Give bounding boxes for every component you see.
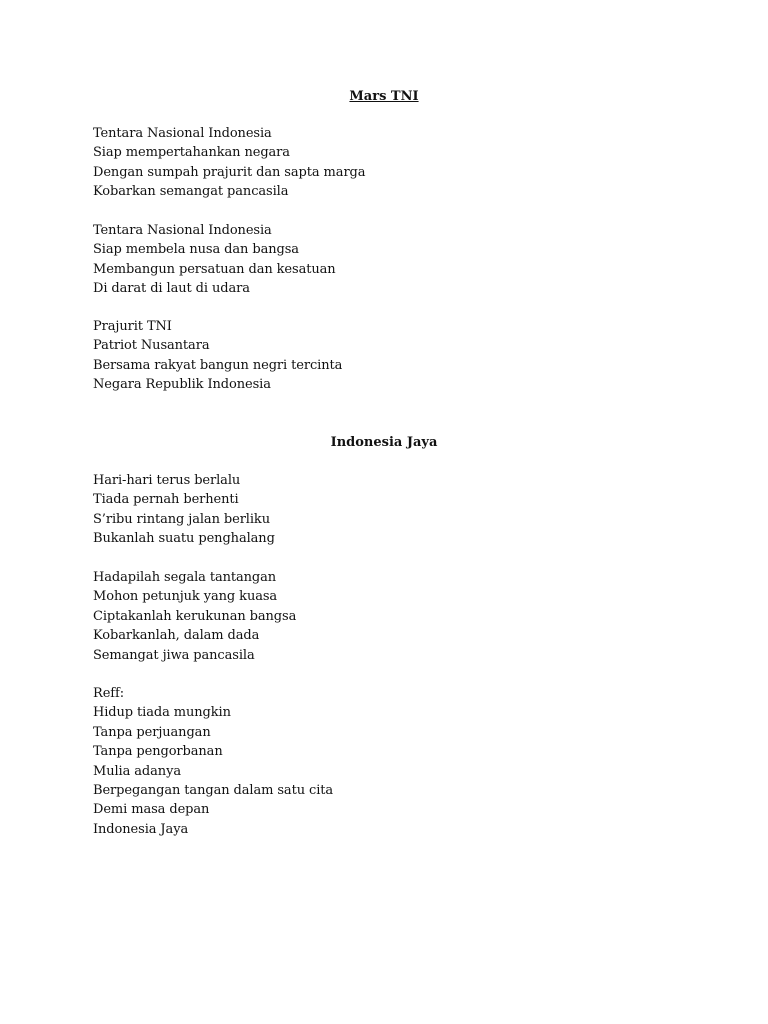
- song-title-mars-tni: [0, 87, 768, 106]
- lyric-line: Tentara Nasional Indonesia: [93, 223, 272, 238]
- stanza: [93, 684, 693, 839]
- song-title-text: Indonesia Jaya: [330, 435, 438, 450]
- lyric-line: Reff:: [93, 686, 124, 701]
- lyric-line: Berpegangan tangan dalam satu cita: [93, 783, 334, 799]
- lyric-line: Kobarkan semangat pancasila: [93, 184, 289, 200]
- song-title-indonesia-jaya: [0, 433, 768, 452]
- stanza: [93, 124, 693, 202]
- lyric-line: S’ribu rintang jalan berliku: [93, 511, 270, 527]
- stanza: [93, 317, 693, 395]
- lyric-line: Hidup tiada mungkin: [93, 705, 231, 721]
- lyric-line: Siap membela nusa dan bangsa: [93, 242, 299, 258]
- lyric-line: Indonesia Jaya: [93, 821, 189, 837]
- lyric-line: Hari-hari terus berlalu: [93, 473, 241, 488]
- lyric-line: Tanpa perjuangan: [93, 724, 211, 740]
- lyric-line: Di darat di laut di udara: [93, 281, 250, 297]
- lyric-line: Hadapilah segala tantangan: [93, 570, 277, 585]
- lyric-line: Patriot Nusantara: [93, 338, 210, 354]
- song-title-text: Mars TNI: [349, 89, 419, 104]
- lyric-line: Bukanlah suatu penghalang: [93, 531, 275, 547]
- lyric-line: Tanpa pengorbanan: [93, 744, 223, 760]
- lyric-line: Ciptakanlah kerukunan bangsa: [93, 608, 297, 624]
- stanza: [93, 471, 693, 549]
- lyric-line: Kobarkanlah, dalam dada: [93, 628, 260, 644]
- lyric-line: Mulia adanya: [93, 763, 181, 779]
- lyric-line: Mohon petunjuk yang kuasa: [93, 589, 278, 605]
- lyric-line: Tentara Nasional Indonesia: [93, 126, 272, 141]
- stanza: [93, 221, 693, 299]
- lyric-line: Negara Republik Indonesia: [93, 377, 271, 393]
- lyric-line: Semangat jiwa pancasila: [93, 647, 255, 663]
- lyric-line: Membangun persatuan dan kesatuan: [93, 261, 336, 277]
- lyric-line: Dengan sumpah prajurit dan sapta marga: [93, 164, 366, 180]
- stanza: [93, 568, 693, 665]
- lyric-line: Bersama rakyat bangun negri tercinta: [93, 357, 343, 373]
- lyric-line: Tiada pernah berhenti: [93, 492, 239, 508]
- lyric-line: Siap mempertahankan negara: [93, 145, 290, 161]
- lyric-line: Demi masa depan: [93, 802, 210, 818]
- lyric-line: Prajurit TNI: [93, 319, 172, 334]
